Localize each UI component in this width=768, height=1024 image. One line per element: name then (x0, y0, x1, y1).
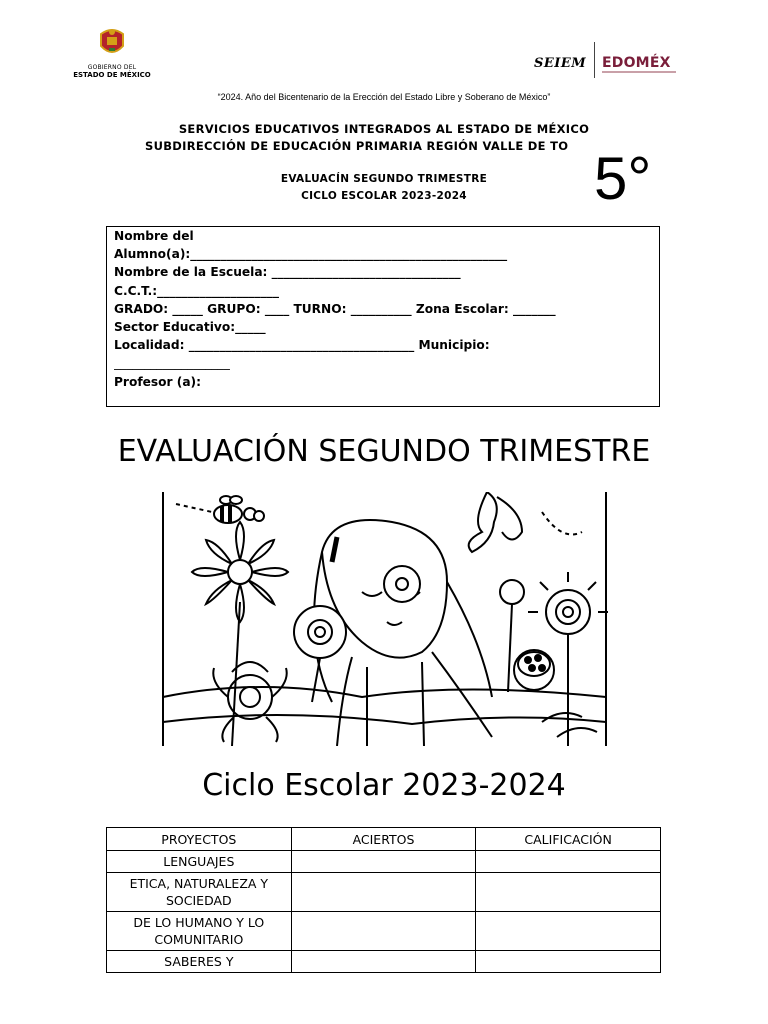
project-name-cell: SABERES Y (107, 951, 292, 973)
correct-answers-cell[interactable] (291, 912, 476, 951)
government-logo-line1: GOBIERNO DEL (87, 64, 137, 71)
table-row (107, 873, 661, 912)
locality-municipality-field[interactable]: Localidad: _____________________________________ Municipio: (114, 338, 490, 353)
school-cycle-subtitle: CICLO ESCOLAR 2023-2024 (301, 190, 467, 202)
education-sector-field[interactable]: Sector Educativo:_____ (114, 320, 266, 335)
project-name-cell: DE LO HUMANO Y LO COMUNITARIO (107, 912, 292, 951)
coloring-illustration (162, 492, 608, 746)
main-title: EVALUACIÓN SEGUNDO TRIMESTRE (117, 434, 651, 469)
government-logo (70, 26, 154, 86)
school-cycle-title: Ciclo Escolar 2023-2024 (202, 768, 566, 803)
municipality-blank[interactable]: ___________________ (114, 356, 230, 371)
grade-label: 5° (594, 145, 652, 212)
correct-answers-cell[interactable] (291, 873, 476, 912)
column-header-projects: PROYECTOS (107, 828, 292, 851)
evaluation-subtitle: EVALUACÍN SEGUNDO TRIMESTRE (280, 173, 488, 185)
subdirection-title: SUBDIRECCIÓN DE EDUCACIÓN PRIMARIA REGIÓN VALLE DE TO (145, 139, 569, 153)
seiem-edomex-logo (530, 40, 690, 80)
edomex-logo-text: EDOMÉX (602, 55, 671, 71)
seiem-logo-text: SEIEM (534, 56, 587, 71)
column-header-correct-answers: ACIERTOS (291, 828, 476, 851)
official-motto: “2024. Año del Bicentenario de la Erección del Estado Libre y Soberano de México” (217, 92, 551, 102)
logo-divider (594, 42, 595, 78)
institution-title: SERVICIOS EDUCATIVOS INTEGRADOS AL ESTADO DE MÉXICO (178, 122, 590, 136)
column-header-grade: CALIFICACIÓN (476, 828, 661, 851)
grade-cell[interactable] (476, 951, 661, 973)
table-row (107, 851, 661, 873)
teacher-label: Profesor (a): (114, 374, 202, 389)
school-name-field[interactable]: Nombre de la Escuela: _______________________________ (114, 265, 461, 280)
state-emblem-icon (97, 26, 127, 60)
correct-answers-cell[interactable] (291, 851, 476, 873)
projects-grades-table (106, 827, 661, 973)
student-info-box (106, 226, 660, 407)
table-header-row (107, 828, 661, 851)
edomex-logo-underline (602, 71, 676, 73)
correct-answers-cell[interactable] (291, 951, 476, 973)
government-logo-line2: ESTADO DE MÉXICO (73, 71, 151, 79)
student-name-label: Nombre del (114, 229, 194, 243)
teacher-field[interactable]: ______________________________________________________________ (114, 392, 492, 407)
grade-cell[interactable] (476, 873, 661, 912)
grade-cell[interactable] (476, 851, 661, 873)
grade-group-shift-zone-fields[interactable]: GRADO: _____ GRUPO: ____ TURNO: __________ Zona Escolar: _______ (114, 301, 556, 316)
project-name-cell: LENGUAJES (107, 851, 292, 873)
table-row (107, 912, 661, 951)
table-row (107, 951, 661, 973)
student-name-field[interactable]: Alumno(a):____________________________________________________ (114, 247, 508, 262)
project-name-cell: ETICA, NATURALEZA Y SOCIEDAD (107, 873, 292, 912)
grade-cell[interactable] (476, 912, 661, 951)
cct-field[interactable]: C.C.T.:____________________ (114, 283, 279, 298)
